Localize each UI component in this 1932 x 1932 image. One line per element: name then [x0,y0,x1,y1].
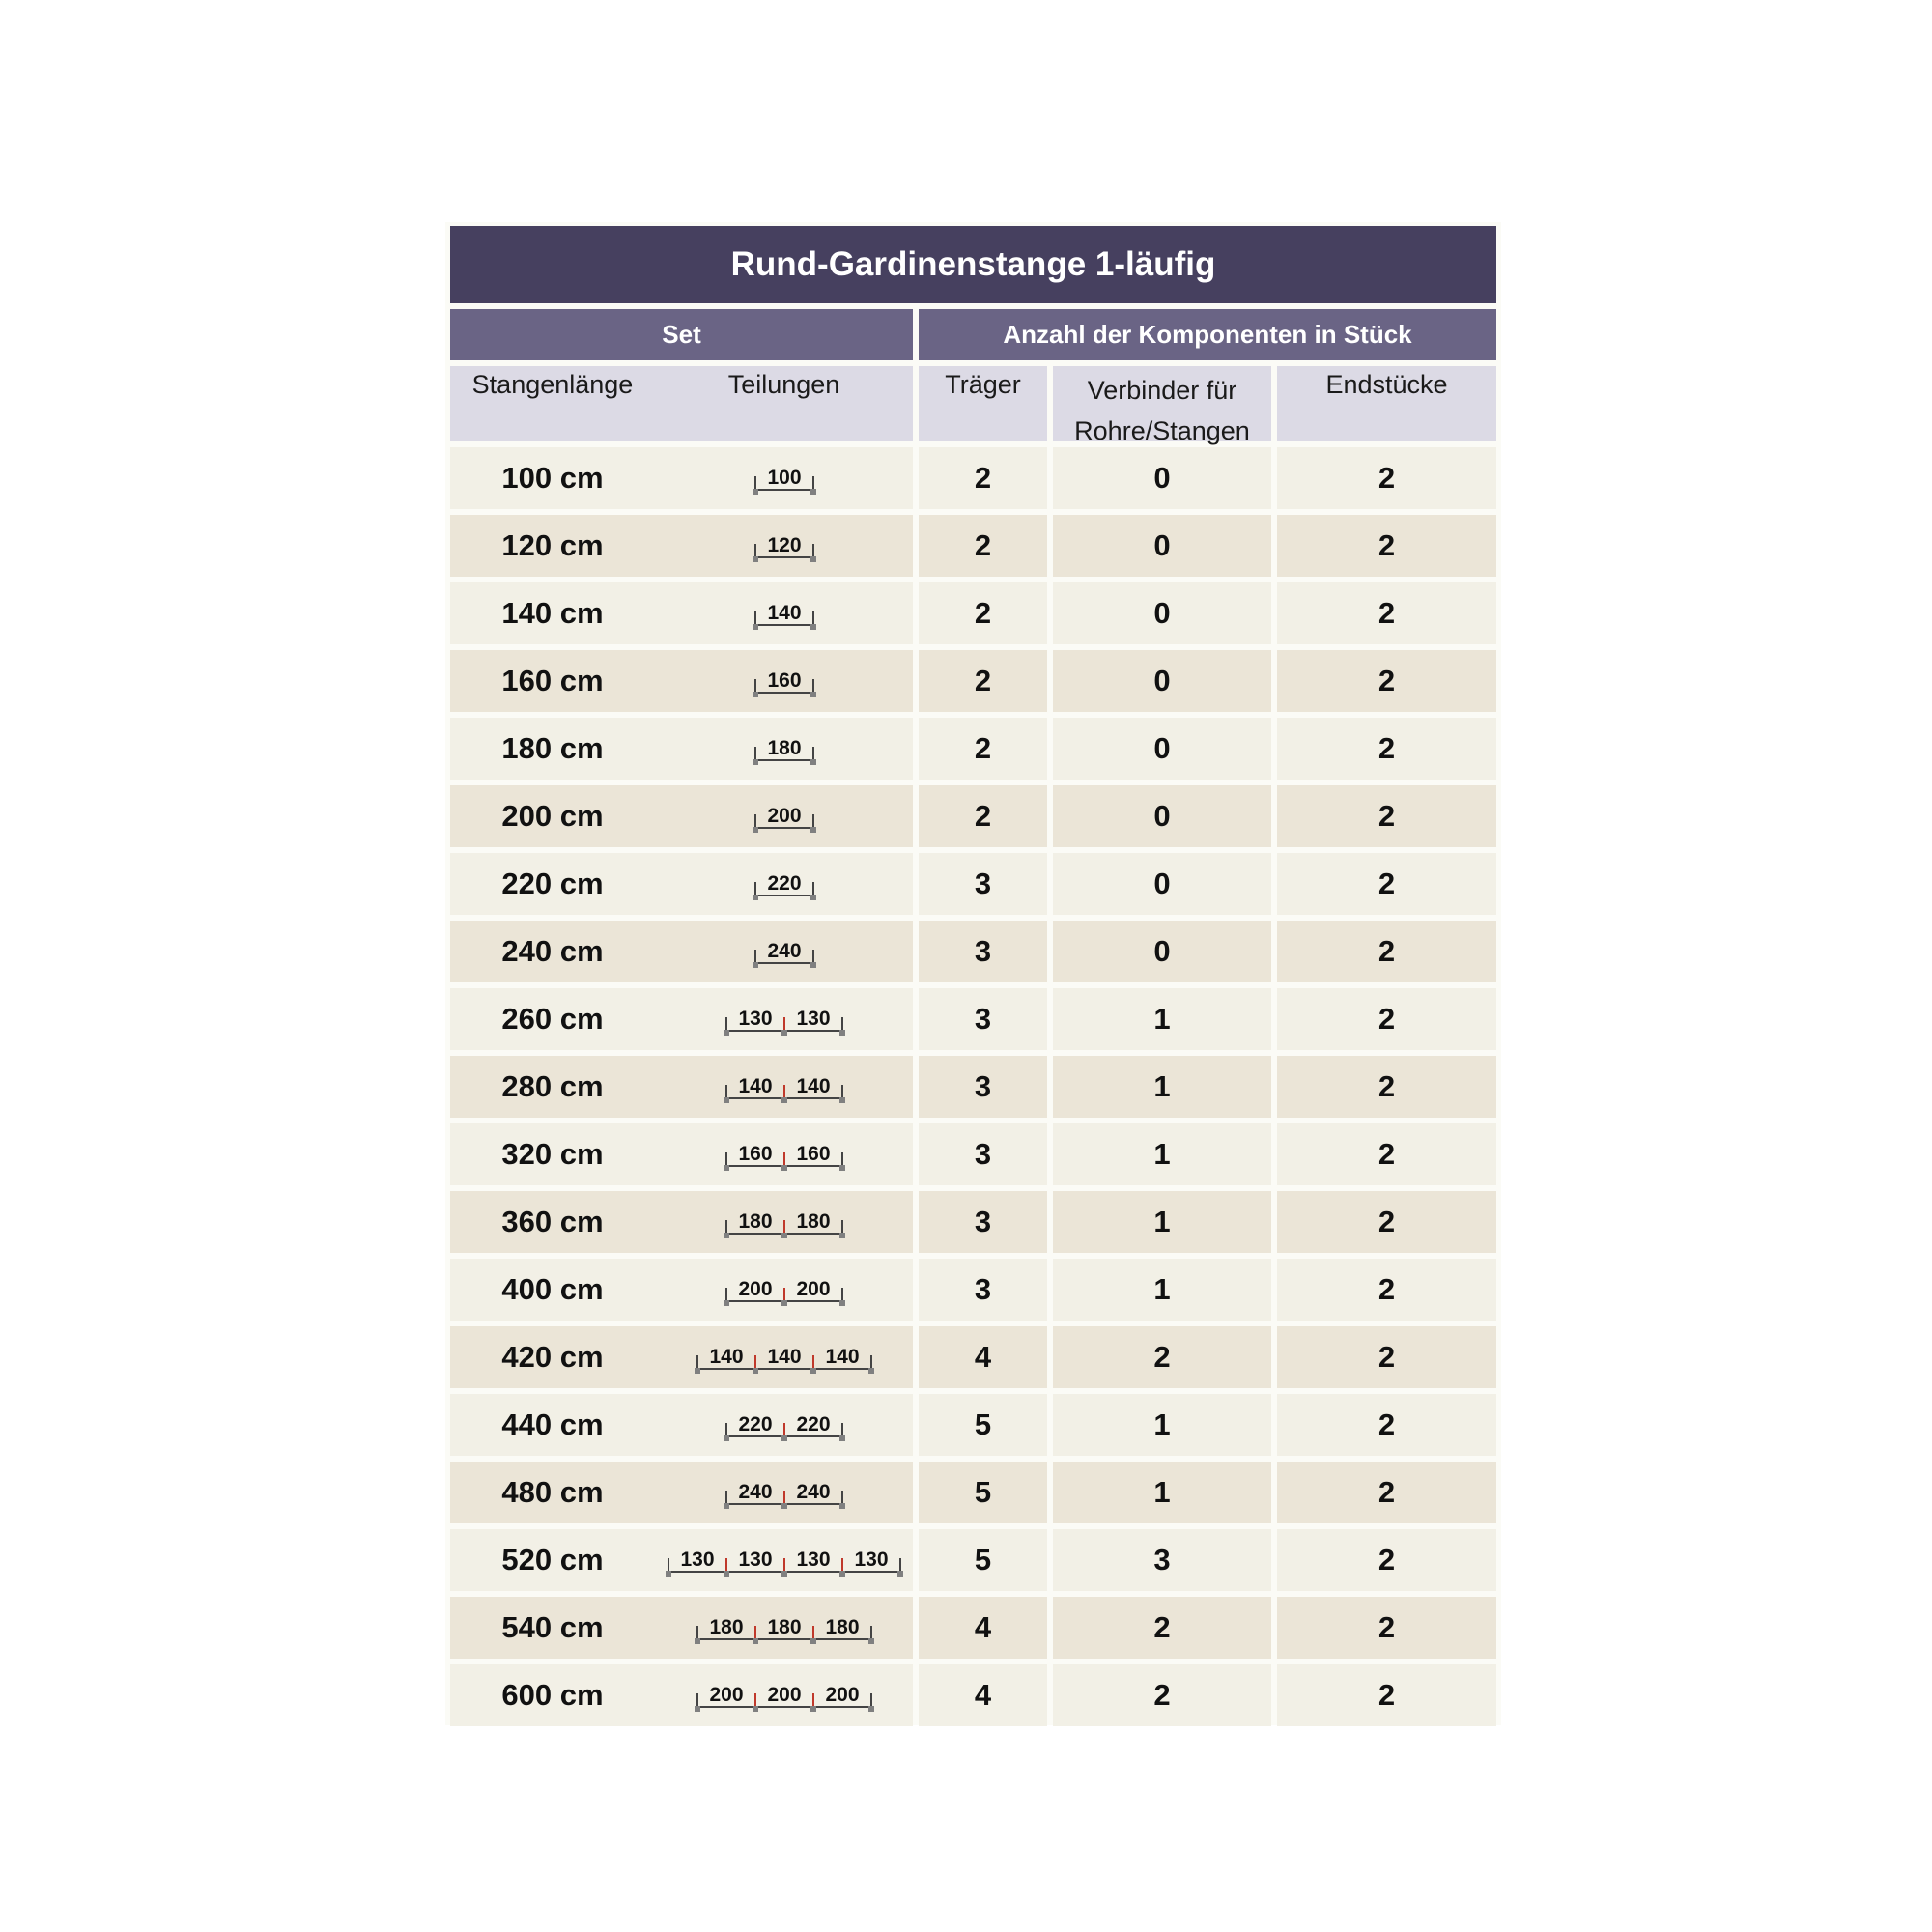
rod-diagram [752,932,817,971]
rod-length: 360 cm [501,1205,604,1238]
segment-label: 140 [766,1346,802,1368]
rod-length: 280 cm [501,1069,604,1103]
bracket-mark [868,1368,874,1374]
set-cell [450,650,913,712]
bracket-mark [695,1706,700,1712]
stangenlaenge-header: Stangenlänge [471,370,634,399]
traeger-count: 3 [919,988,1047,1050]
verbinder-count: 1 [1053,1394,1271,1456]
segment-label: 240 [795,1481,831,1503]
bracket-mark [810,895,816,900]
components-group-header: Anzahl der Komponenten in Stück [919,309,1496,360]
division-diagram [655,932,913,971]
rod-length: 520 cm [501,1543,604,1577]
bracket-mark [810,827,816,833]
set-cell [450,515,913,577]
table-row [450,1597,1496,1659]
bracket-mark [839,1571,845,1577]
endstuecke-count: 2 [1277,515,1496,577]
segment-label: 160 [766,669,802,692]
rod-length: 600 cm [501,1678,604,1712]
endstuecke-count: 2 [1277,1056,1496,1118]
traeger-count: 5 [919,1394,1047,1456]
bracket-mark [810,1638,816,1644]
verbinder-count: 0 [1053,921,1271,982]
rod-diagram [723,1270,846,1309]
bracket-mark [810,692,816,697]
verbinder-count: 1 [1053,1123,1271,1185]
set-cell [450,1326,913,1388]
bracket-mark [781,1503,787,1509]
table-row [450,1462,1496,1523]
bracket-mark [839,1503,845,1509]
set-cell [450,1664,913,1726]
segment-label: 200 [824,1684,860,1706]
verbinder-count: 2 [1053,1326,1271,1388]
traeger-count: 3 [919,1123,1047,1185]
bracket-mark [753,962,758,968]
set-cell [450,1056,913,1118]
bracket-mark [666,1571,671,1577]
segment-label: 240 [766,940,802,962]
endstuecke-count: 2 [1277,1259,1496,1321]
rod-diagram [752,594,817,633]
traeger-count: 3 [919,1056,1047,1118]
bracket-mark [724,1571,729,1577]
table-title: Rund-Gardinenstange 1-läufig [450,226,1496,303]
endstuecke-count: 2 [1277,1123,1496,1185]
endstuecke-count: 2 [1277,853,1496,915]
division-diagram [655,797,913,836]
segment-label: 160 [737,1143,773,1165]
segment-label: 180 [708,1616,744,1638]
bracket-mark [810,962,816,968]
rod-diagram [665,1541,904,1579]
segment-label: 180 [737,1210,773,1233]
division-diagram [655,1676,913,1715]
bracket-mark [753,692,758,697]
rod-diagram [694,1608,875,1647]
endstuecke-count: 2 [1277,650,1496,712]
endstuecke-count: 2 [1277,1529,1496,1591]
verbinder-header [1053,366,1271,445]
table-row [450,650,1496,712]
bracket-mark [753,895,758,900]
bracket-mark [781,1233,787,1238]
bracket-mark [868,1706,874,1712]
segment-label: 200 [766,805,802,827]
table-row [450,1394,1496,1456]
bracket-mark [753,624,758,630]
rod-length: 480 cm [501,1475,604,1509]
bracket-mark [695,1638,700,1644]
endstuecke-count: 2 [1277,1597,1496,1659]
rod-length: 160 cm [501,664,604,697]
verbinder-count: 3 [1053,1529,1271,1591]
table-row [450,921,1496,982]
bracket-mark [810,1368,816,1374]
division-diagram [655,594,913,633]
table-row [450,718,1496,780]
set-cell [450,1529,913,1591]
set-cell [450,921,913,982]
rod-length: 120 cm [501,528,604,562]
endstuecke-count: 2 [1277,1326,1496,1388]
table-row [450,447,1496,509]
segment-label: 180 [766,737,802,759]
traeger-count: 4 [919,1664,1047,1726]
endstuecke-count: 2 [1277,447,1496,509]
components-table [450,226,1496,1732]
bracket-mark [753,556,758,562]
verbinder-count: 0 [1053,718,1271,780]
traeger-count: 2 [919,785,1047,847]
rod-length: 540 cm [501,1610,604,1644]
bracket-mark [781,1165,787,1171]
verbinder-count: 0 [1053,785,1271,847]
rod-length: 180 cm [501,731,604,765]
bracket-mark [810,1706,816,1712]
endstuecke-count: 2 [1277,785,1496,847]
bracket-mark [810,759,816,765]
set-cell [450,1191,913,1253]
bracket-mark [695,1368,700,1374]
bracket-mark [839,1435,845,1441]
rod-diagram [723,1473,846,1512]
segment-label: 140 [737,1075,773,1097]
rod-length: 220 cm [501,867,604,900]
bracket-mark [810,624,816,630]
set-cell [450,718,913,780]
table-row [450,1529,1496,1591]
traeger-count: 3 [919,1191,1047,1253]
bracket-mark [781,1300,787,1306]
rod-length: 320 cm [501,1137,604,1171]
bracket-mark [724,1097,729,1103]
segment-label: 220 [737,1413,773,1435]
rod-diagram [752,729,817,768]
division-diagram [655,662,913,700]
traeger-count: 4 [919,1597,1047,1659]
division-diagram [655,865,913,903]
rod-diagram [694,1338,875,1377]
verbinder-count: 2 [1053,1597,1271,1659]
group-header-row [450,309,1496,360]
set-cell [450,447,913,509]
verbinder-count: 0 [1053,582,1271,644]
segment-label: 140 [708,1346,744,1368]
traeger-count: 3 [919,853,1047,915]
bracket-mark [868,1638,874,1644]
rod-diagram [723,1000,846,1038]
rod-length: 400 cm [501,1272,604,1306]
traeger-count: 4 [919,1326,1047,1388]
table-row [450,1326,1496,1388]
division-diagram [655,1406,913,1444]
segment-label: 180 [766,1616,802,1638]
bracket-mark [810,489,816,495]
segment-label: 140 [795,1075,831,1097]
set-cell [450,1597,913,1659]
division-diagram [655,1203,913,1241]
rod-length: 440 cm [501,1407,604,1441]
division-diagram [655,1541,913,1579]
segment-label: 130 [737,1008,773,1030]
division-diagram [655,1473,913,1512]
division-diagram [655,1135,913,1174]
rod-diagram [752,662,817,700]
table-row [450,1259,1496,1321]
division-diagram [655,1338,913,1377]
traeger-count: 2 [919,447,1047,509]
bracket-mark [724,1503,729,1509]
set-cell [450,1123,913,1185]
table-body [450,447,1496,1726]
bracket-mark [753,759,758,765]
division-diagram [655,1608,913,1647]
column-header-row [450,366,1496,445]
traeger-count: 2 [919,650,1047,712]
teilungen-header: Teilungen [727,370,840,399]
segment-label: 130 [737,1548,773,1571]
traeger-count: 3 [919,921,1047,982]
bracket-mark [839,1097,845,1103]
table-row [450,1123,1496,1185]
rod-diagram [752,526,817,565]
verbinder-count: 1 [1053,1462,1271,1523]
table-row [450,1056,1496,1118]
segment-label: 240 [737,1481,773,1503]
traeger-count: 5 [919,1462,1047,1523]
bracket-mark [753,827,758,833]
endstuecke-count: 2 [1277,718,1496,780]
rod-length: 140 cm [501,596,604,630]
division-diagram [655,729,913,768]
verbinder-count: 0 [1053,650,1271,712]
verbinder-count: 2 [1053,1664,1271,1726]
table-row [450,1664,1496,1726]
segment-label: 140 [824,1346,860,1368]
table-row [450,582,1496,644]
bracket-mark [839,1030,845,1036]
division-diagram [655,459,913,497]
verbinder-count: 1 [1053,988,1271,1050]
traeger-count: 2 [919,718,1047,780]
rod-diagram [723,1406,846,1444]
bracket-mark [724,1030,729,1036]
division-diagram [655,1000,913,1038]
set-group-header: Set [450,309,913,360]
segment-label: 100 [766,467,802,489]
set-cell [450,1259,913,1321]
verbinder-count: 1 [1053,1056,1271,1118]
bracket-mark [753,1368,758,1374]
segment-label: 200 [795,1278,831,1300]
segment-label: 180 [795,1210,831,1233]
table-row [450,988,1496,1050]
verbinder-header-line2: Rohre/Stangen [1074,416,1250,445]
set-cell [450,853,913,915]
segment-label: 200 [766,1684,802,1706]
table-row [450,785,1496,847]
bracket-mark [839,1300,845,1306]
set-cell [450,582,913,644]
verbinder-count: 0 [1053,447,1271,509]
bracket-mark [781,1097,787,1103]
endstuecke-count: 2 [1277,582,1496,644]
traeger-count: 2 [919,515,1047,577]
division-diagram [655,1067,913,1106]
verbinder-count: 1 [1053,1259,1271,1321]
rod-length: 100 cm [501,461,604,495]
rod-length: 240 cm [501,934,604,968]
rod-length: 420 cm [501,1340,604,1374]
segment-label: 130 [795,1548,831,1571]
segment-label: 200 [737,1278,773,1300]
bracket-mark [839,1165,845,1171]
bracket-mark [897,1571,903,1577]
verbinder-count: 0 [1053,853,1271,915]
table-row [450,515,1496,577]
rod-diagram [723,1203,846,1241]
rod-diagram [723,1067,846,1106]
bracket-mark [753,489,758,495]
verbinder-count: 0 [1053,515,1271,577]
endstuecke-count: 2 [1277,1191,1496,1253]
segment-label: 140 [766,602,802,624]
bracket-mark [724,1165,729,1171]
division-diagram [655,526,913,565]
endstuecke-count: 2 [1277,988,1496,1050]
bracket-mark [753,1706,758,1712]
endstuecke-count: 2 [1277,921,1496,982]
bracket-mark [781,1435,787,1441]
rod-diagram [752,459,817,497]
rod-diagram [752,865,817,903]
segment-label: 220 [766,872,802,895]
set-cell [450,785,913,847]
rod-length: 260 cm [501,1002,604,1036]
segment-label: 130 [853,1548,889,1571]
traeger-count: 5 [919,1529,1047,1591]
bracket-mark [781,1030,787,1036]
bracket-mark [724,1300,729,1306]
segment-label: 130 [679,1548,715,1571]
bracket-mark [724,1435,729,1441]
segment-label: 130 [795,1008,831,1030]
segment-label: 120 [766,534,802,556]
segment-label: 160 [795,1143,831,1165]
endstuecke-count: 2 [1277,1664,1496,1726]
rod-diagram [723,1135,846,1174]
segment-label: 220 [795,1413,831,1435]
set-cell [450,988,913,1050]
table-row [450,853,1496,915]
bracket-mark [839,1233,845,1238]
bracket-mark [810,556,816,562]
verbinder-count: 1 [1053,1191,1271,1253]
bracket-mark [753,1638,758,1644]
endstuecke-count: 2 [1277,1394,1496,1456]
traeger-count: 2 [919,582,1047,644]
segment-label: 200 [708,1684,744,1706]
set-subheader [450,366,913,441]
set-cell [450,1394,913,1456]
endstuecke-count: 2 [1277,1462,1496,1523]
endstuecke-header: Endstücke [1277,366,1496,441]
rod-diagram [752,797,817,836]
rod-diagram [694,1676,875,1715]
division-diagram [655,1270,913,1309]
bracket-mark [724,1233,729,1238]
traeger-header: Träger [919,366,1047,441]
verbinder-header-line1: Verbinder für [1087,376,1237,405]
traeger-count: 3 [919,1259,1047,1321]
bracket-mark [781,1571,787,1577]
table-row [450,1191,1496,1253]
set-cell [450,1462,913,1523]
segment-label: 180 [824,1616,860,1638]
rod-length: 200 cm [501,799,604,833]
